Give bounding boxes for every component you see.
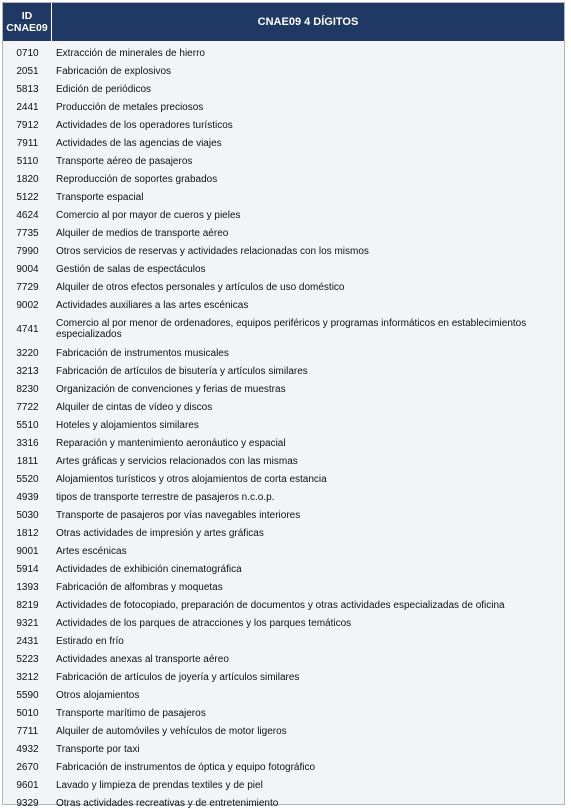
row-code: 7711 [16, 725, 39, 737]
row-description: Actividades de fotocopiado, preparación de documentos y otras actividades especializadas de oficina [56, 599, 505, 611]
row-description: Alquiler de automóviles y vehículos de motor ligeros [56, 725, 287, 737]
row-code: 9002 [16, 299, 39, 311]
table-row [3, 470, 564, 488]
table-row [3, 542, 564, 560]
row-code: 7990 [16, 245, 39, 257]
row-description: Fabricación de explosivos [56, 65, 172, 77]
row-description: Actividades de las agencias de viajes [56, 137, 222, 149]
header-id-column [3, 3, 52, 41]
table-row [3, 134, 564, 152]
row-description: Transporte aéreo de pasajeros [56, 155, 193, 167]
row-description: Reparación y mantenimiento aeronáutico y espacial [56, 437, 286, 449]
header-id-line1: ID [21, 10, 33, 22]
table-row [3, 206, 564, 224]
row-description: Fabricación de artículos de bisutería y artículos similares [56, 365, 308, 377]
row-code: 5813 [16, 83, 39, 95]
row-code: 9004 [16, 263, 39, 275]
row-description: Comercio al por mayor de cueros y pieles [56, 209, 241, 221]
table-row [3, 362, 564, 380]
table-row [3, 650, 564, 668]
row-description: Alojamientos turísticos y otros alojamientos de corta estancia [56, 473, 327, 485]
row-description: Fabricación de instrumentos de óptica y equipo fotográfico [56, 761, 316, 773]
table-row [3, 152, 564, 170]
row-code: 8219 [16, 599, 39, 611]
table-row [3, 296, 564, 314]
row-code: 2051 [16, 65, 39, 77]
row-description: Gestión de salas de espectáculos [56, 263, 206, 275]
row-code: 4932 [16, 743, 39, 755]
row-description: Actividades anexas al transporte aéreo [56, 653, 229, 665]
table-row [3, 758, 564, 776]
table-row [3, 278, 564, 296]
row-description: Fabricación de instrumentos musicales [56, 347, 229, 359]
table-row [3, 80, 564, 98]
table-row [3, 188, 564, 206]
row-code: 5510 [16, 419, 39, 431]
row-description: Actividades de exhibición cinematográfica [56, 563, 242, 575]
row-description: Extracción de minerales de hierro [56, 47, 205, 59]
table-row [3, 416, 564, 434]
table-row [3, 62, 564, 80]
row-code: 7911 [16, 137, 39, 149]
table-row [3, 524, 564, 542]
row-description: Lavado y limpieza de prendas textiles y de piel [56, 779, 263, 791]
table-row [3, 380, 564, 398]
row-code: 1820 [16, 173, 39, 185]
row-code: 1393 [16, 581, 39, 593]
row-code: 3213 [16, 365, 39, 377]
row-code: 7912 [16, 119, 39, 131]
row-code: 1812 [16, 527, 39, 539]
row-description: Transporte espacial [56, 191, 144, 203]
row-code: 2431 [16, 635, 39, 647]
row-description: Fabricación de alfombras y moquetas [56, 581, 223, 593]
row-description: Actividades auxiliares a las artes escénicas [56, 299, 249, 311]
row-description: Actividades de los operadores turísticos [56, 119, 233, 131]
row-code: 0710 [16, 47, 39, 59]
table-row [3, 398, 564, 416]
row-description: Artes escénicas [56, 545, 127, 557]
table-row [3, 224, 564, 242]
row-code: 7735 [16, 227, 39, 239]
row-code: 5223 [16, 653, 39, 665]
row-code: 4741 [16, 323, 39, 335]
row-code: 5010 [16, 707, 39, 719]
table-row [3, 344, 564, 362]
table-row [3, 668, 564, 686]
row-code: 9601 [16, 779, 39, 791]
table-row [3, 314, 564, 344]
row-code: 5590 [16, 689, 39, 701]
row-description: Estirado en frío [56, 635, 124, 647]
row-code: 5110 [16, 155, 39, 167]
table-row [3, 704, 564, 722]
table-row [3, 578, 564, 596]
row-code: 5030 [16, 509, 39, 521]
table-row [3, 776, 564, 794]
row-description: Transporte marítimo de pasajeros [56, 707, 206, 719]
table-row [3, 614, 564, 632]
row-description: Actividades de los parques de atracciones y los parques temáticos [56, 617, 352, 629]
row-code: 7729 [16, 281, 39, 293]
row-description: Reproducción de soportes grabados [56, 173, 218, 185]
row-description: tipos de transporte terrestre de pasajeros n.c.o.p. [56, 491, 275, 503]
row-description: Otros alojamientos [56, 689, 140, 701]
row-code: 3220 [16, 347, 39, 359]
row-description: Transporte por taxi [56, 743, 140, 755]
table-row [3, 686, 564, 704]
table-row [3, 488, 564, 506]
row-description: Producción de metales preciosos [56, 101, 204, 113]
row-code: 4939 [16, 491, 39, 503]
row-code: 5914 [16, 563, 39, 575]
table-row [3, 722, 564, 740]
table-row [3, 98, 564, 116]
row-code: 9329 [16, 797, 39, 809]
row-code: 1811 [16, 455, 39, 467]
row-code: 9321 [16, 617, 39, 629]
row-description: Artes gráficas y servicios relacionados con las mismas [56, 455, 298, 467]
row-code: 2441 [16, 101, 39, 113]
row-description: Otras actividades recreativas y de entretenimiento [56, 797, 279, 809]
table-row [3, 452, 564, 470]
table-row [3, 560, 564, 578]
row-description: Alquiler de medios de transporte aéreo [56, 227, 229, 239]
table-row [3, 740, 564, 758]
table-row [3, 632, 564, 650]
row-code: 8230 [16, 383, 39, 395]
row-code: 4624 [16, 209, 39, 221]
row-code: 2670 [16, 761, 39, 773]
table-row [3, 260, 564, 278]
row-description: Hoteles y alojamientos similares [56, 419, 199, 431]
row-code: 9001 [16, 545, 39, 557]
row-description: Alquiler de cintas de vídeo y discos [56, 401, 213, 413]
table-row [3, 242, 564, 260]
table-row [3, 596, 564, 614]
table-row [3, 434, 564, 452]
table-row [3, 170, 564, 188]
row-description: Comercio al por menor de ordenadores, equipos periféricos y programas informáticos en establecimientos especializados [56, 318, 527, 340]
header-id-line2: CNAE09 [6, 22, 48, 34]
header-desc-column: CNAE09 4 DÍGITOS [257, 16, 359, 28]
table-row [3, 116, 564, 134]
row-description: Otras actividades de impresión y artes gráficas [56, 527, 264, 539]
row-description: Otros servicios de reservas y actividades relacionadas con los mismos [56, 245, 369, 257]
table-row [3, 506, 564, 524]
row-description: Fabricación de artículos de joyería y artículos similares [56, 671, 300, 683]
row-description: Edición de periódicos [56, 83, 152, 95]
table-body [3, 44, 564, 812]
row-code: 7722 [16, 401, 39, 413]
row-description: Alquiler de otros efectos personales y artículos de uso doméstico [56, 281, 345, 293]
table-row [3, 44, 564, 62]
row-code: 5520 [16, 473, 39, 485]
row-code: 3212 [16, 671, 39, 683]
row-description: Transporte de pasajeros por vías navegables interiores [56, 509, 301, 521]
table-row [3, 794, 564, 812]
row-description: Organización de convenciones y ferias de muestras [56, 383, 286, 395]
row-code: 5122 [16, 191, 39, 203]
row-code: 3316 [16, 437, 39, 449]
